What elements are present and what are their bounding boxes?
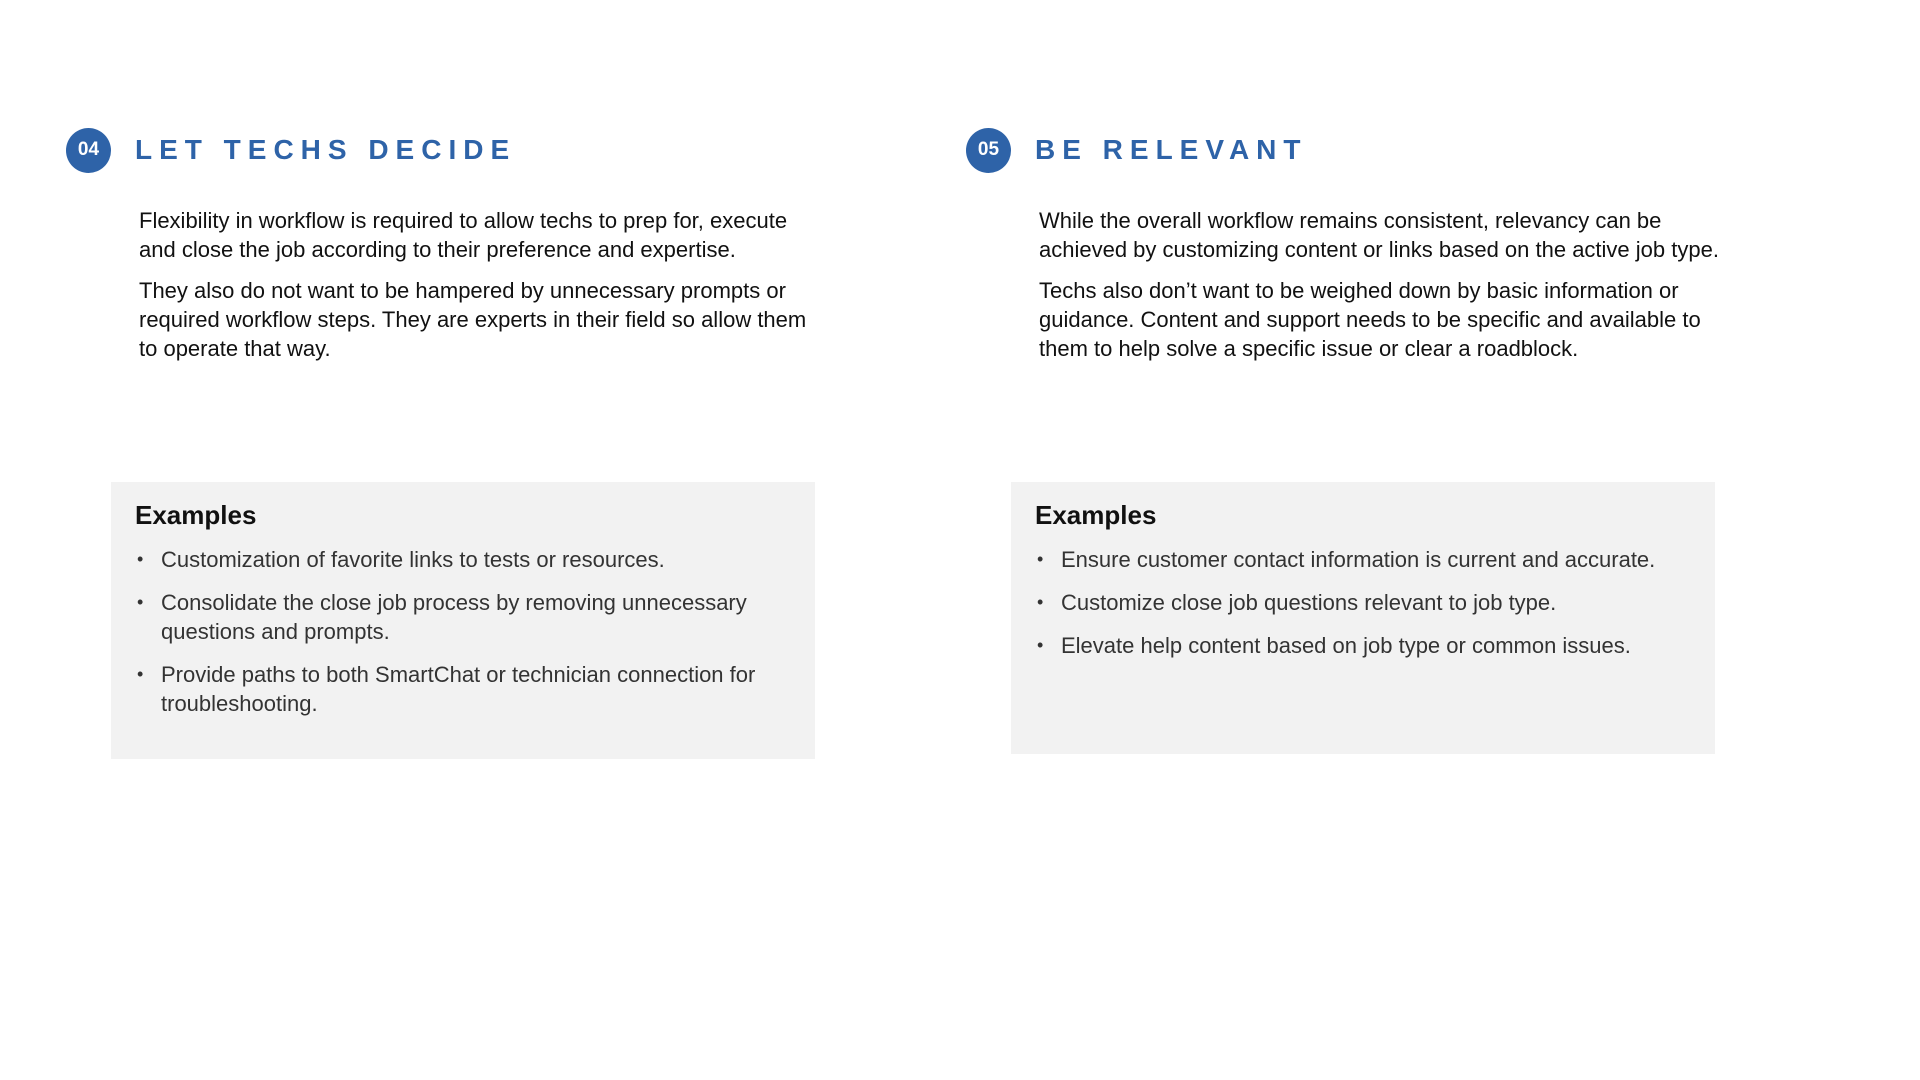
example-item — [135, 545, 791, 574]
bullet-icon: • — [137, 592, 144, 612]
example-item — [1035, 631, 1691, 660]
section-heading — [66, 127, 516, 173]
description-paragraph: Techs also don’t want to be weighed down by basic information or guidance. Content and support needs to be specific and available to them to help solve a specific issue or clear a roadblock. — [1039, 278, 1701, 361]
description-paragraph: While the overall workflow remains consistent, relevancy can be achieved by customizing content or links based on the active job type. — [1039, 208, 1719, 262]
example-text: Provide paths to both SmartChat or technician connection for troubleshooting. — [161, 662, 756, 716]
bullet-icon: • — [1037, 635, 1044, 655]
example-item — [1035, 588, 1691, 617]
example-item — [1035, 545, 1691, 574]
section-number-badge: 04 — [66, 128, 111, 173]
section-title: BE RELEVANT — [1035, 134, 1308, 165]
section-title: LET TECHS DECIDE — [135, 134, 517, 165]
section-number-badge: 05 — [966, 128, 1011, 173]
examples-title: Examples — [1035, 500, 1157, 530]
section-description — [1039, 206, 1729, 375]
example-item — [135, 588, 791, 646]
example-text: Consolidate the close job process by removing unnecessary questions and prompts. — [161, 590, 747, 644]
examples-title: Examples — [135, 500, 257, 530]
bullet-icon: • — [1037, 592, 1044, 612]
section-description — [139, 206, 819, 375]
example-text: Customization of favorite links to tests or resources. — [161, 547, 665, 572]
description-paragraph: Flexibility in workflow is required to allow techs to prep for, execute and close the job according to their preference and expertise. — [139, 208, 788, 262]
examples-list — [135, 545, 791, 718]
bullet-icon: • — [1037, 549, 1044, 569]
examples-list — [1035, 545, 1691, 660]
bullet-icon: • — [137, 664, 144, 684]
example-text: Ensure customer contact information is current and accurate. — [1061, 547, 1656, 572]
example-text: Customize close job questions relevant to job type. — [1061, 590, 1557, 615]
examples-box — [111, 482, 815, 759]
bullet-icon: • — [137, 549, 144, 569]
description-paragraph: They also do not want to be hampered by unnecessary prompts or required workflow steps. They are experts in their field so allow them to operate that way. — [139, 278, 807, 361]
example-text: Elevate help content based on job type or common issues. — [1061, 633, 1631, 658]
example-item — [135, 660, 791, 718]
examples-box — [1011, 482, 1715, 754]
section-heading — [966, 127, 1308, 173]
